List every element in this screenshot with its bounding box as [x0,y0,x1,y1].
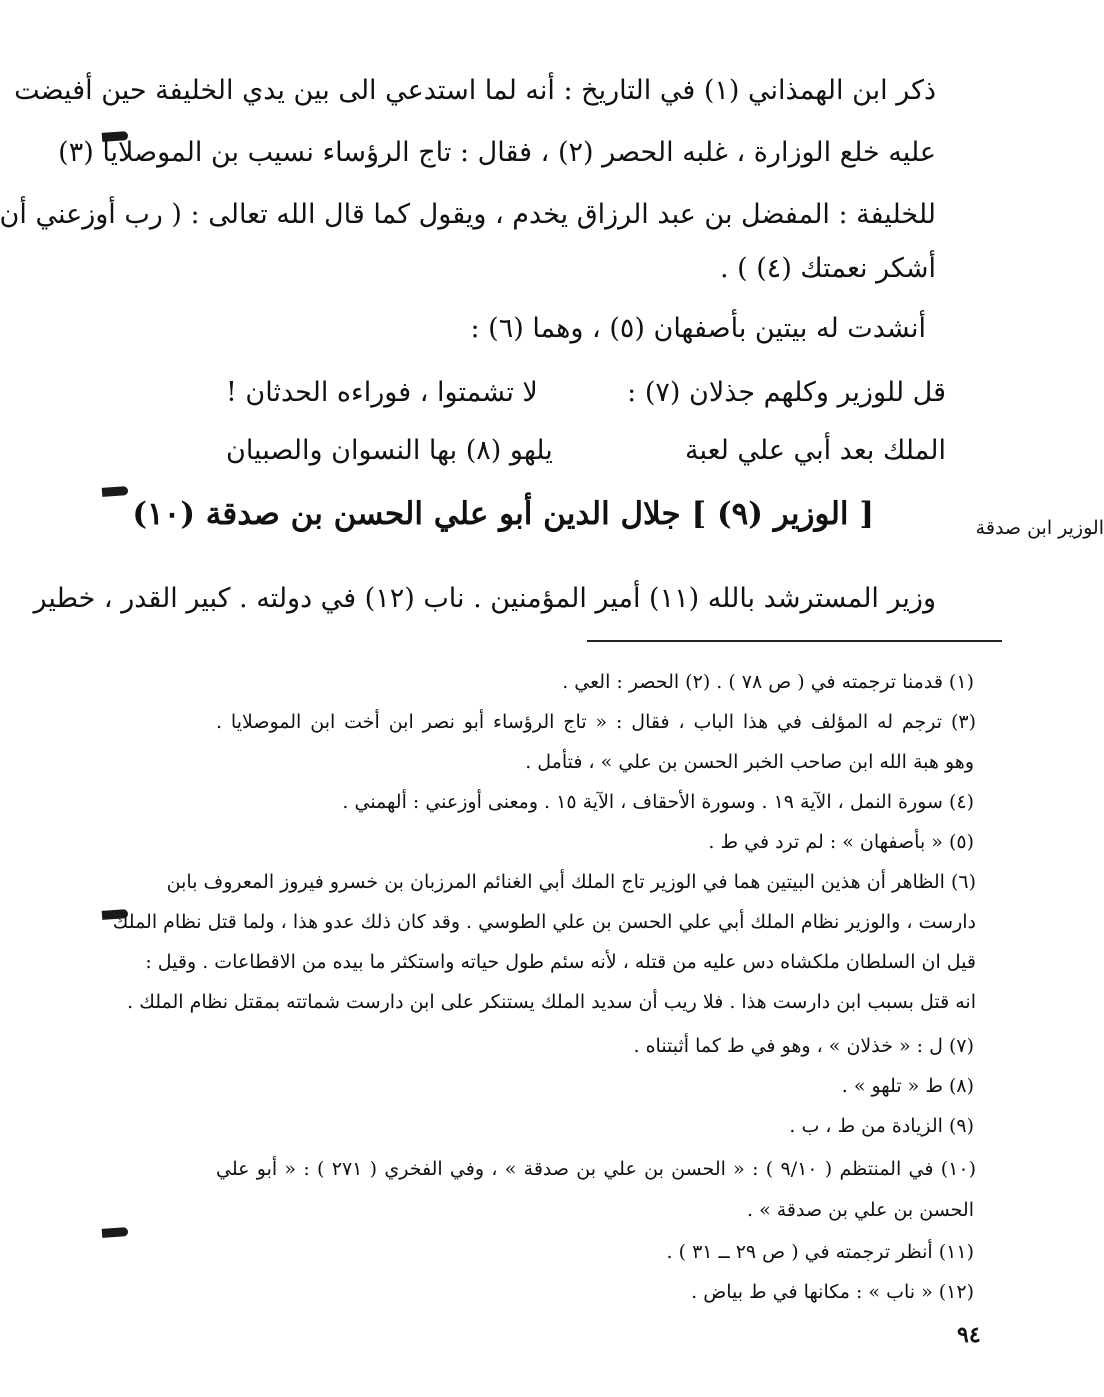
margin-note: الوزير ابن صدقة [975,517,1104,539]
verse-second-hemistich: يلهو (٨) بها النسوان والصبيان [226,435,553,466]
binding-mark [102,486,129,497]
binding-mark [102,1227,129,1238]
body-text-line: أنشدت له بيتين بأصفهان (٥) ، وهما (٦) : [470,313,926,344]
section-heading: [ الوزير (٩) ] جلال الدين أبو علي الحسن بن صدقة (١٠) [132,496,874,532]
footnote-continuation: الحسن بن علي بن صدقة » . [747,1199,974,1221]
page-number: ٩٤ [957,1322,981,1348]
footnote: (٩) الزيادة من ط ، ب . [789,1115,974,1137]
footnote-continuation: وهو هبة الله ابن صاحب الخبر الحسن بن علي » ، فتأمل . [525,751,974,773]
footnote: (٥) « بأصفهان » : لم ترد في ط . [708,831,974,853]
footnote: (٦) الظاهر أن هذين البيتين هما في الوزير تاج الملك أبي الغنائم المرزبان بن خسرو فيروز المعروف بابن [166,871,976,893]
body-text-line: عليه خلع الوزارة ، غلبه الحصر (٢) ، فقال : تاج الرؤساء نسيب بن الموصلايا (٣) [58,137,936,168]
verse-first-hemistich: الملك بعد أبي علي لعبة [684,435,946,466]
footnote-continuation: انه قتل بسبب ابن دارست هذا . فلا ريب أن سديد الملك يستنكر على ابن دارست شماتته بمقتل نظام الملك . [127,991,976,1013]
footnote-divider [587,640,1002,642]
footnote: (٤) سورة النمل ، الآية ١٩ . وسورة الأحقاف ، الآية ١٥ . ومعنى أوزعني : ألهمني . [342,791,974,813]
footnote: (٨) ط « تلهو » . [841,1075,974,1097]
body-text-line: للخليفة : المفضل بن عبد الرزاق يخدم ، ويقول كما قال الله تعالى : ( رب أوزعني أن [0,199,936,230]
footnote-continuation: دارست ، والوزير نظام الملك أبي علي الحسن بن علي الطوسي . وقد كان ذلك عدو هذا ، ولما قتل نظام الملك [112,911,976,933]
footnote: (١) قدمنا ترجمته في ( ص ٧٨ ) . (٢) الحصر : العي . [562,671,974,693]
verse-second-hemistich: لا تشمتوا ، فوراءه الحدثان ! [226,377,538,408]
footnote: (١٠) في المنتظم ( ٩/١٠ ) : « الحسن بن علي بن صدقة » ، وفي الفخري ( ٢٧١ ) : « أبو علي [216,1158,977,1180]
body-text-line: أشكر نعمتك (٤) ) . [719,253,936,284]
verse-first-hemistich: قل للوزير وكلهم جذلان (٧) : [627,377,946,408]
body-text-line: ذكر ابن الهمذاني (١) في التاريخ : أنه لما استدعي الى بين يدي الخليفة حين أفيضت [14,75,936,106]
footnote: (١١) أنظر ترجمته في ( ص ٢٩ ــ ٣١ ) . [666,1241,974,1263]
footnote: (١٢) « ناب » : مكانها في ط بياض . [691,1281,974,1303]
footnote: (٧) ل : « خذلان » ، وهو في ط كما أثبتناه . [633,1035,974,1057]
footnote-continuation: قيل ان السلطان ملكشاه دس عليه من قتله ، لأنه سئم طول حياته واستكثر ما بيده من الاقطاعات . وقيل : [145,951,976,973]
body-text-line: وزير المسترشد بالله (١١) أمير المؤمنين . ناب (١٢) في دولته . كبير القدر ، خطير [33,583,936,614]
footnote: (٣) ترجم له المؤلف في هذا الباب ، فقال : « تاج الرؤساء أبو نصر ابن أخت ابن الموصلايا . [216,711,976,733]
